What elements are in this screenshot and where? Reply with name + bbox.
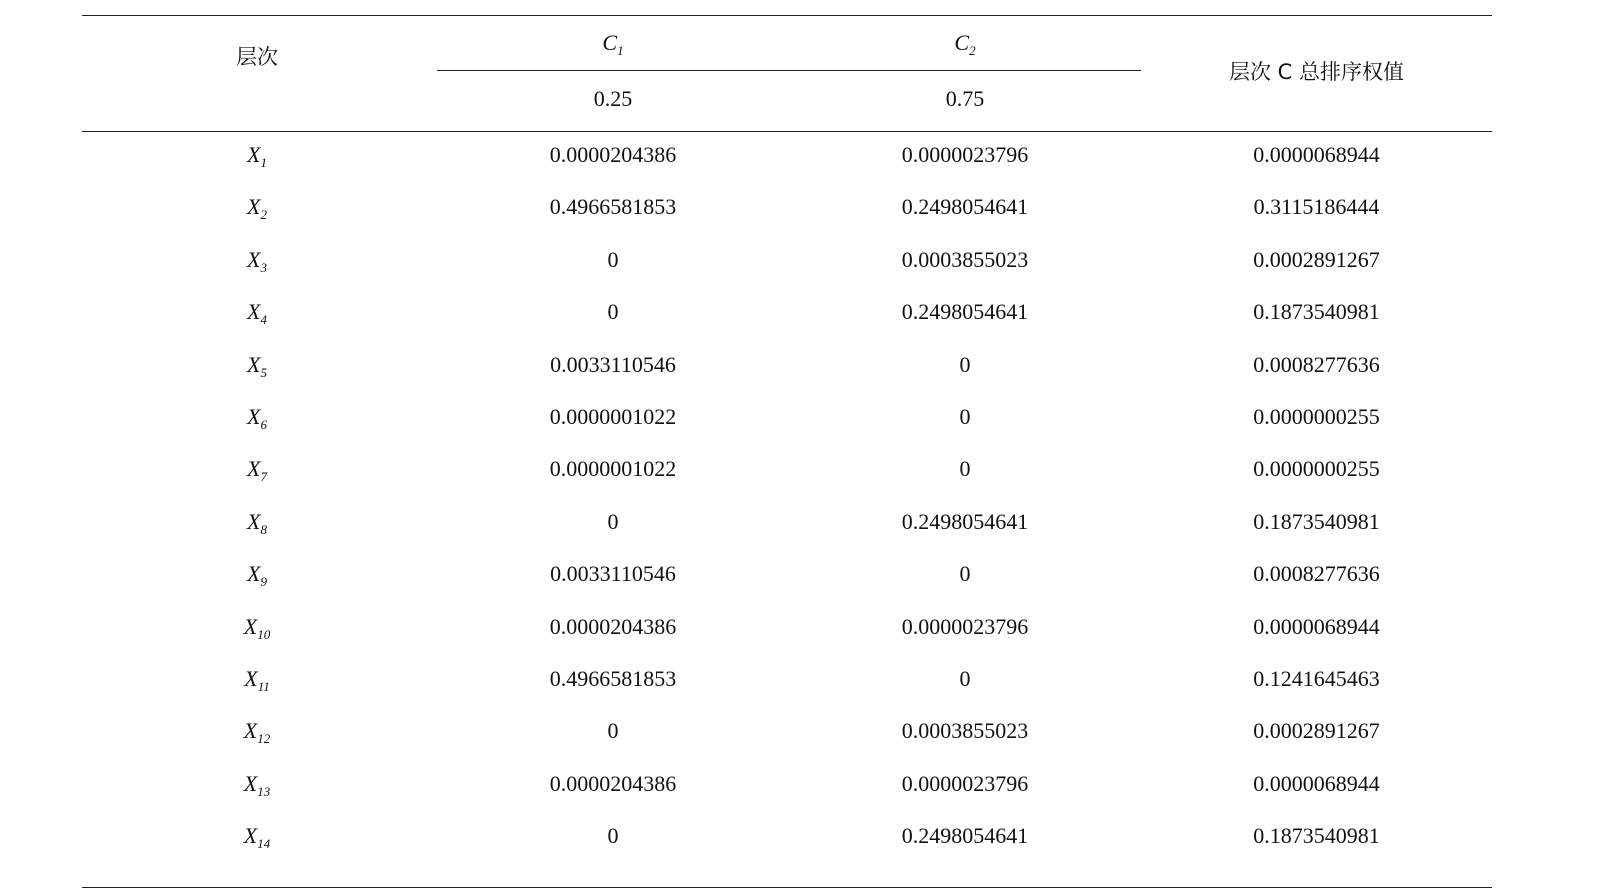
- header-c1-subscript: 1: [617, 43, 624, 58]
- row-label-symbol: X: [247, 352, 261, 377]
- header-c2: [789, 29, 1141, 57]
- header-c1: [437, 29, 789, 57]
- row-label-subscript: 13: [257, 784, 271, 799]
- row-label-symbol: X: [247, 456, 261, 481]
- cell-total-value: 0.3115186444: [1253, 194, 1380, 219]
- row-label-subscript: 12: [257, 731, 271, 746]
- cell-c2-value: 0.2498054641: [901, 509, 1029, 534]
- cell-c1-value: 0: [607, 299, 619, 324]
- header-c1-weight: 0.25: [593, 86, 633, 111]
- row-label-symbol: X: [247, 561, 261, 586]
- row-label-subscript: 7: [260, 469, 267, 484]
- row-label-subscript: 10: [257, 627, 271, 642]
- cell-total-value: 0.0000000255: [1253, 404, 1380, 429]
- row-label-subscript: 6: [260, 417, 267, 432]
- cell-total-value: 0.0002891267: [1253, 718, 1380, 743]
- row-label: [82, 508, 432, 536]
- row-label-subscript: 2: [260, 207, 267, 222]
- row-label-symbol: X: [243, 718, 258, 743]
- row-label-subscript: 5: [260, 365, 267, 380]
- table-bottom-rule: [82, 887, 1492, 888]
- cell-total-value: 0.1873540981: [1253, 509, 1380, 534]
- header-total-weight: 层次 C 总排序权值: [1228, 60, 1404, 84]
- row-label-symbol: X: [247, 142, 261, 167]
- cell-c1-value: 0: [607, 823, 619, 848]
- header-c1-symbol: C: [602, 30, 618, 55]
- row-label-subscript: 3: [260, 260, 267, 275]
- cell-c1-value: 0.0000001022: [549, 456, 677, 481]
- row-label-subscript: 8: [260, 522, 267, 537]
- cell-c1-value: 0.4966581853: [549, 194, 677, 219]
- cell-c2-value: 0.0000023796: [901, 771, 1029, 796]
- cell-total-value: 0.0000068944: [1253, 614, 1380, 639]
- row-label-subscript: 4: [260, 312, 267, 327]
- cell-c1-value: 0: [607, 718, 619, 743]
- row-label: [82, 193, 432, 221]
- row-label: [82, 717, 432, 745]
- row-label-symbol: X: [243, 771, 258, 796]
- row-label-symbol: X: [247, 247, 261, 272]
- cell-total-value: 0.1873540981: [1253, 823, 1380, 848]
- row-label: [82, 822, 432, 850]
- row-label: [82, 613, 432, 641]
- cell-c2-value: 0.2498054641: [901, 299, 1029, 324]
- cell-c2-value: 0: [959, 352, 971, 377]
- cell-total-value: 0.0002891267: [1253, 247, 1380, 272]
- row-label-subscript: 1: [260, 155, 267, 170]
- row-label-subscript: 14: [257, 836, 271, 851]
- cell-c1-value: 0.0033110546: [550, 352, 676, 377]
- header-c2-weight: 0.75: [945, 86, 985, 111]
- cell-total-value: 0.1873540981: [1253, 299, 1380, 324]
- cell-c2-value: 0: [959, 561, 971, 586]
- cell-c2-value: 0.0000023796: [901, 614, 1029, 639]
- cell-c1-value: 0.0000204386: [549, 614, 677, 639]
- cell-c2-value: 0: [959, 404, 971, 429]
- row-label: [82, 770, 432, 798]
- cell-total-value: 0.1241645463: [1253, 666, 1380, 691]
- header-c2-symbol: C: [954, 30, 970, 55]
- cell-c2-value: 0.2498054641: [901, 823, 1029, 848]
- table-top-rule: [82, 15, 1492, 16]
- cell-c2-value: 0: [959, 666, 971, 691]
- row-label-subscript: 11: [257, 679, 270, 694]
- row-label-symbol: X: [244, 666, 258, 691]
- row-label: [82, 246, 432, 274]
- cell-c1-value: 0.4966581853: [549, 666, 677, 691]
- table-header-rule: [82, 131, 1492, 132]
- row-label: [82, 141, 432, 169]
- row-label-subscript: 9: [260, 574, 267, 589]
- cell-total-value: 0.0008277636: [1253, 352, 1380, 377]
- cell-c1-value: 0: [607, 509, 619, 534]
- cell-c2-value: 0.0003855023: [901, 718, 1029, 743]
- row-label: [82, 351, 432, 379]
- cell-c2-value: 0.2498054641: [901, 194, 1029, 219]
- row-label: [82, 560, 432, 588]
- header-level: 层次: [236, 45, 278, 69]
- header-c2-subscript: 2: [969, 43, 976, 58]
- cell-c2-value: 0: [959, 456, 971, 481]
- row-label: [82, 403, 432, 431]
- row-label: [82, 455, 432, 483]
- row-label-symbol: X: [243, 614, 258, 639]
- cell-total-value: 0.0000000255: [1253, 456, 1380, 481]
- cell-c1-value: 0.0000204386: [549, 142, 677, 167]
- cell-c2-value: 0.0003855023: [901, 247, 1029, 272]
- cell-total-value: 0.0008277636: [1253, 561, 1380, 586]
- cell-c1-value: 0.0000204386: [549, 771, 677, 796]
- cell-total-value: 0.0000068944: [1253, 771, 1380, 796]
- row-label-symbol: X: [247, 299, 261, 324]
- row-label: [82, 298, 432, 326]
- cell-c1-value: 0.0000001022: [549, 404, 677, 429]
- row-label-symbol: X: [247, 194, 261, 219]
- row-label-symbol: X: [247, 509, 261, 534]
- cell-c2-value: 0.0000023796: [901, 142, 1029, 167]
- row-label-symbol: X: [247, 404, 261, 429]
- cell-c1-value: 0: [607, 247, 619, 272]
- cell-total-value: 0.0000068944: [1253, 142, 1380, 167]
- cell-c1-value: 0.0033110546: [550, 561, 676, 586]
- row-label-symbol: X: [243, 823, 258, 848]
- row-label: [82, 665, 432, 693]
- criteria-sub-rule: [437, 70, 1141, 71]
